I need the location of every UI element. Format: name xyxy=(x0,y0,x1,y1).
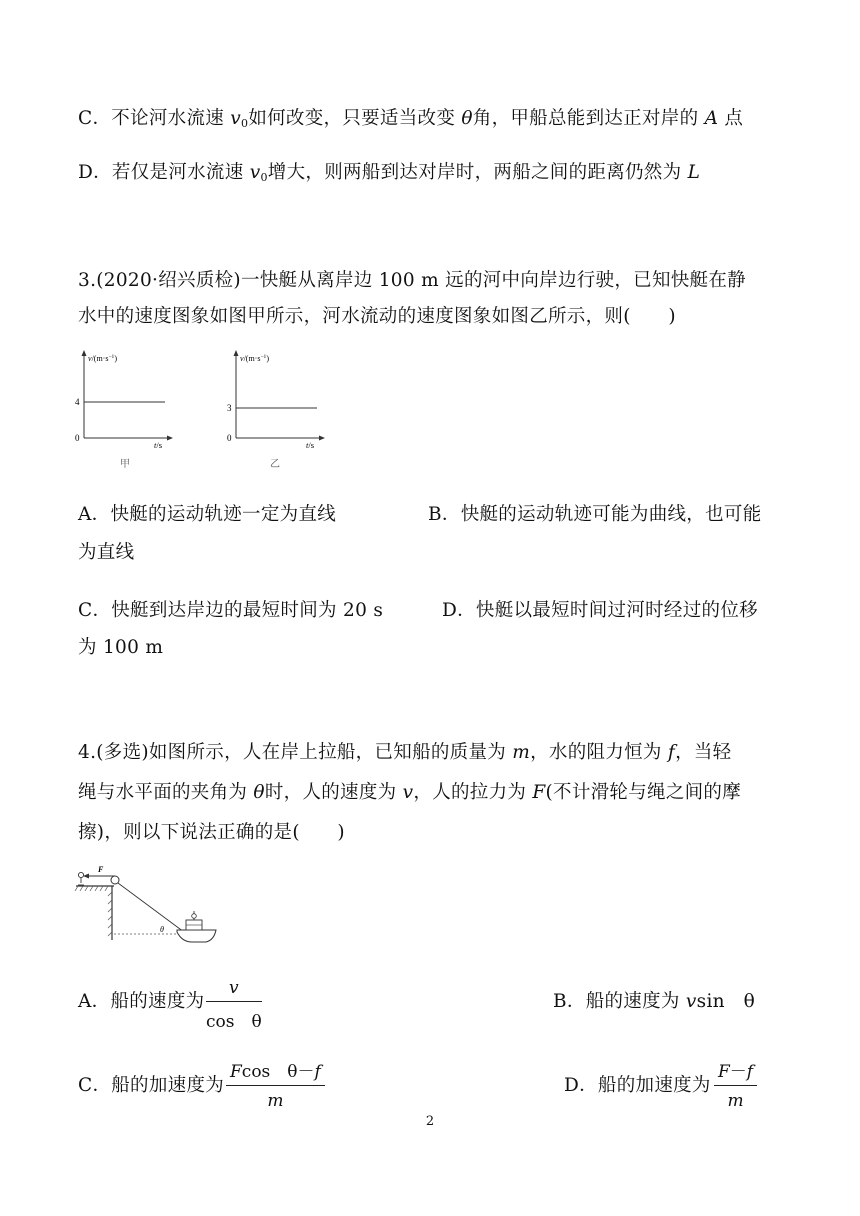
q3-option-b: B．快艇的运动轨迹可能为曲线，也可能 xyxy=(428,504,762,525)
q4-option-b: B．船的速度为 vsin θ xyxy=(553,991,756,1012)
svg-text:0: 0 xyxy=(75,433,80,443)
q4-figure-boat-pulley xyxy=(72,862,222,947)
svg-text:v/(m·s−1): $v/(m\cdot s^{-1})$ xyxy=(240,354,269,363)
q3-stem-line2: 水中的速度图象如图甲所示，河水流动的速度图象如图乙所示，则( ) xyxy=(78,306,676,327)
q4-option-c-text: C．船的加速度为 xyxy=(78,1075,225,1096)
q3-stem-line1: 3.(2020·绍兴质检)一快艇从离岸边 100 m 远的河中向岸边行驶，已知快艇在静 xyxy=(78,270,746,291)
q3-option-b-cont: 为直线 xyxy=(78,542,135,563)
q3-option-d-cont: 为 100 m xyxy=(78,637,164,658)
q4-option-d-text: D．船的加速度为 xyxy=(564,1075,711,1096)
q3-option-a: A．快艇的运动轨迹一定为直线 xyxy=(78,504,337,525)
q3-option-c: C．快艇到达岸边的最短时间为 20 s xyxy=(78,600,384,621)
q3-graph-a xyxy=(70,348,180,473)
svg-text:t/s: t/s xyxy=(306,440,315,450)
q2-option-d: D．若仅是河水流速 $v_0$增大，则两船到达对岸时，两船之间的距离仍然为 L xyxy=(78,162,701,184)
q2-option-c: C．不论河水流速 $v_0$如何改变，只要适当改变 θ角，甲船总能到达正对岸的 A 点 xyxy=(78,108,744,130)
svg-text:甲: 甲 xyxy=(120,459,130,470)
q4-option-a-text: A．船的速度为 xyxy=(78,991,205,1012)
svg-text:0: 0 xyxy=(227,433,232,443)
q4-stem-line2: 绳与水平面的夹角为 θ时，人的速度为 v，人的拉力为 F(不计滑轮与绳之间的摩 xyxy=(78,782,742,803)
svg-text:t/s: t/s xyxy=(154,440,163,450)
svg-text:4: 4 xyxy=(75,397,80,407)
q4-stem-line3: 擦)，则以下说法正确的是( ) xyxy=(78,822,345,843)
q3-option-d: D．快艇以最短时间过河时经过的位移 xyxy=(442,600,758,621)
page-number: 2 xyxy=(425,1114,435,1129)
q4-option-d-fraction: $\frac{F-f}{m}$ xyxy=(714,1057,757,1111)
q3-graph-b xyxy=(222,348,332,473)
q4-option-a-fraction: $\frac{v}{\text{cos θ}}$ xyxy=(206,978,262,1032)
svg-text:乙: 乙 xyxy=(270,459,280,470)
svg-text:v/(m·s−1): $v/(m\cdot s^{-1})$ xyxy=(88,354,117,363)
svg-text:θ: θ xyxy=(160,925,164,934)
q4-stem-line1: 4.(多选)如图所示，人在岸上拉船，已知船的质量为 m，水的阻力恒为 f，当轻 xyxy=(78,742,732,763)
svg-text:3: 3 xyxy=(227,403,232,413)
svg-text:F: F xyxy=(98,865,104,874)
q4-option-c-fraction: $\frac{\text{Fcos θ－f}}{m}$ xyxy=(226,1057,325,1111)
